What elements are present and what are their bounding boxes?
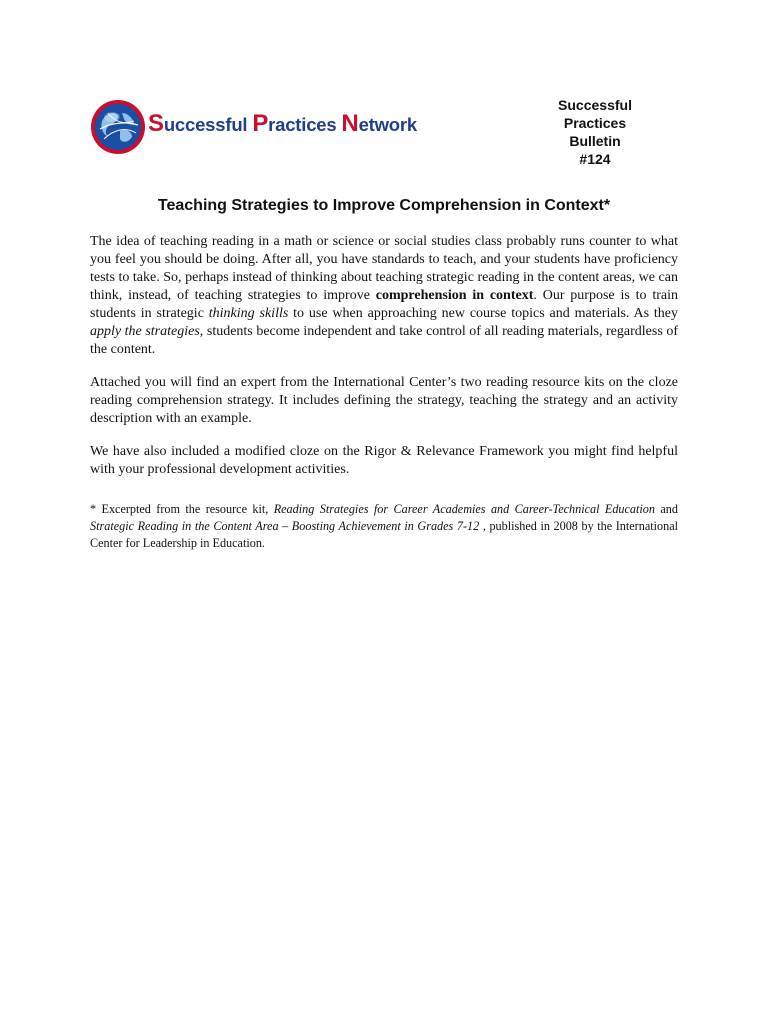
- logo-initial-n: N: [341, 110, 359, 137]
- text-run: , students become independent and take control of all reading materials, regardless of the content.: [90, 324, 679, 357]
- italic-title: Reading Strategies for Career Academies and Career-Technical Education: [273, 502, 655, 516]
- globe-logo-icon: [90, 99, 146, 155]
- italic-title: Strategic Reading in the Content Area – Boosting Achievement in Grades 7-12: [90, 519, 480, 533]
- spn-logo: [90, 96, 420, 160]
- paragraph-attached: Attached you will find an expert from the International Center’s two reading resource kits on the cloze reading comprehension strategy. It includes defining the strategy, teaching the strategy and an activity description with an example.: [90, 375, 678, 426]
- paragraph-intro: [90, 233, 678, 359]
- logo-initial-s: S: [148, 110, 164, 137]
- bold-phrase: comprehension in context: [375, 288, 534, 303]
- text-run: * Excerpted from the resource kit,: [90, 502, 274, 516]
- logo-wordmark: [148, 110, 417, 138]
- document-title: Teaching Strategies to Improve Comprehension in Context*: [157, 197, 611, 214]
- logo-word-2: ractices: [268, 114, 342, 135]
- footnote: [90, 501, 678, 552]
- text-run: , published in 2008 by the International Center for Leadership in Education.: [90, 519, 678, 550]
- bulletin-label: [540, 96, 650, 168]
- bulletin-line-2: Practices: [563, 115, 627, 131]
- logo-initial-p: P: [252, 110, 269, 137]
- italic-phrase: thinking skills: [208, 306, 289, 321]
- text-run: . Our purpose is to train students in strategic: [90, 288, 679, 321]
- logo-word-1: uccessful: [163, 114, 253, 135]
- logo-word-3: etwork: [358, 114, 417, 135]
- text-run: The idea of teaching reading in a math or science or social studies class probably runs counter to what you feel you should be doing. After all, you have standards to teach, and your students have proficiency tests to take. So, perhaps instead of thinking about teaching strategic reading in the content areas, we can think, instead, of teaching strategies to improve: [90, 234, 678, 303]
- italic-phrase: apply the strategies: [90, 324, 200, 339]
- bulletin-line-3: Bulletin: [569, 133, 621, 149]
- text-run: and: [654, 502, 678, 516]
- bulletin-line-1: Successful: [558, 97, 632, 113]
- document-body: [90, 233, 678, 567]
- text-run: to use when approaching new course topics and materials. As they: [288, 306, 679, 321]
- bulletin-number: #124: [579, 151, 611, 167]
- paragraph-modified-cloze: We have also included a modified cloze on the Rigor & Relevance Framework you might find helpful with your professional development activities.: [90, 444, 678, 477]
